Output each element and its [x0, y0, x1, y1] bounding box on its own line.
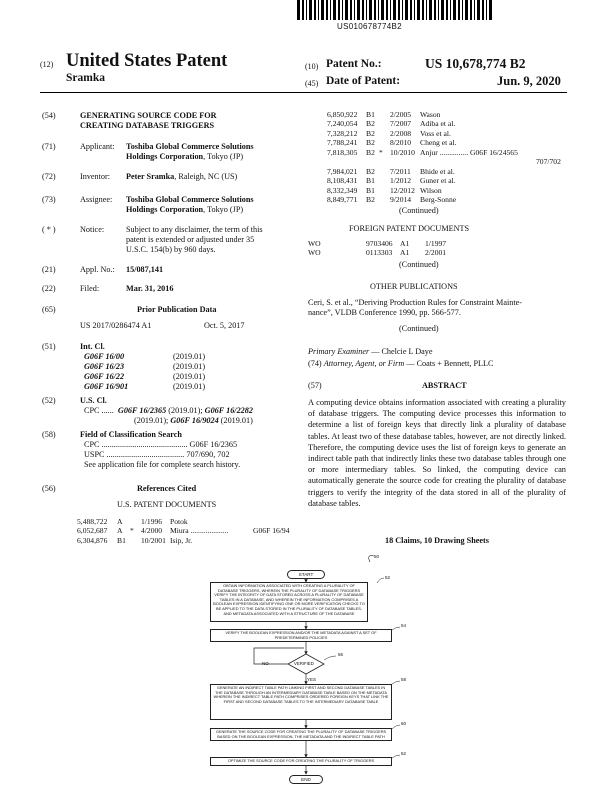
step-62-box: OPTIMIZE THE SOURCE CODE FOR CREATING THE PLURALITY OF TRIGGERS [210, 757, 392, 766]
title-code: (54) [42, 111, 56, 120]
applicant-name2: Holdings Corporation [126, 152, 204, 161]
ref-kind: B1 [366, 110, 375, 119]
inventor-surname: Sramka [66, 72, 105, 84]
barcode-bar [434, 0, 436, 20]
barcode-bar [326, 0, 328, 20]
us-cl-sep2: (2019.01); [134, 416, 171, 425]
int-cl-class: G06F 16/22 [84, 372, 125, 381]
barcode-bar [338, 0, 340, 20]
ref-star: * [130, 526, 134, 536]
refs-code: (56) [42, 484, 56, 493]
assignee-label: Assignee: [80, 195, 113, 204]
ref-date: 8/2010 [390, 138, 412, 148]
barcode-bar [297, 0, 300, 20]
notice-label: Notice: [80, 225, 105, 234]
barcode-bar [381, 0, 384, 20]
us-cl-class1: G06F 16/2365 [117, 406, 167, 415]
ref-kind: B2 [366, 167, 375, 176]
notice-line1: Subject to any disclaimer, the term of this [126, 225, 263, 234]
step-60-ref: 60 [401, 721, 407, 726]
invention-title-line1: GENERATING SOURCE CODE FOR [80, 111, 217, 120]
other-pub-line1: Ceri, S. et al., “Deriving Production Rules for Constraint Mainte- [308, 298, 522, 307]
attorney-line [308, 359, 494, 369]
foreign-kind: A1 [400, 239, 410, 248]
inventor-line [126, 172, 237, 182]
ref-name: Berg-Sonne [420, 195, 457, 205]
barcode-bar [405, 0, 408, 20]
appl-code: (21) [42, 265, 56, 274]
ref-name: Miura .................... [170, 526, 229, 536]
patent-no-code: (10) [305, 62, 319, 71]
applicant-code: (71) [42, 142, 56, 151]
refs-subheading: U.S. PATENT DOCUMENTS [117, 500, 217, 509]
ref-kind: B2 [366, 195, 375, 205]
barcode-bar [482, 0, 484, 20]
examiner-label: Primary Examiner [308, 347, 370, 356]
notice-line3: U.S.C. 154(b) by 960 days. [126, 245, 216, 254]
start-terminal: START [287, 570, 325, 579]
appl-number: 15/087,141 [126, 265, 164, 274]
refs-heading: References Cited [137, 484, 197, 493]
doc-title: United States Patent [66, 51, 228, 71]
foreign-date: 1/1997 [425, 239, 447, 248]
int-cl-class: G06F 16/901 [84, 382, 129, 391]
ref-number: 7,328,212 [327, 128, 358, 138]
barcode-bar [477, 0, 480, 20]
barcode-bar [414, 0, 415, 20]
patent-no: US 10,678,774 B2 [425, 56, 526, 71]
ref-name: Anjur ............... G06F 16/24565 [420, 147, 518, 157]
decision-ref: 56 [338, 652, 344, 657]
notice-code: ( * ) [42, 225, 56, 234]
ref-kind: B2 [366, 128, 375, 138]
ref-leader [392, 627, 400, 630]
attorney-label: Attorney, Agent, or Firm [323, 359, 405, 368]
ref-name: Bhide et al. [420, 167, 455, 176]
applicant-line2 [126, 152, 243, 162]
int-cl-class: G06F 16/00 [84, 352, 125, 361]
ref-kind: B1 [366, 176, 375, 186]
ref-name: Voss et al. [420, 128, 451, 138]
barcode-bar [309, 0, 312, 20]
barcode-bar [465, 0, 468, 20]
ref-date: 2/2008 [390, 128, 412, 138]
ref-number: 6,052,687 [77, 526, 108, 536]
field-search-uspc: USPC ...................................... 707/690, 702 [84, 450, 230, 459]
ref-date: 7/2007 [390, 119, 412, 129]
continued-1: (Continued) [399, 206, 439, 215]
ref-date: 12/2012 [390, 185, 415, 195]
int-cl-year: (2019.01) [173, 362, 206, 371]
notice-line2: patent is extended or adjusted under 35 [126, 235, 255, 244]
ref-date: 1/2012 [390, 176, 412, 186]
patent-date-code: (45) [305, 79, 319, 88]
ref-date: 10/2001 [141, 535, 166, 545]
prior-pub-date: Oct. 5, 2017 [204, 321, 245, 330]
ref-date: 1/1996 [141, 517, 163, 526]
step-60-box: GENERATE THE SOURCE CODE FOR CREATING THE PLURALITY OF DATABASE TRIGGERS BASED ON THE BOOLEAN EXPRESSION, THE METADATA AND THE INDIRECT TABLE PATH [210, 728, 392, 741]
barcode-bar [374, 0, 376, 20]
barcode-bar [390, 0, 391, 20]
patent-no-label: Patent No.: [326, 58, 382, 70]
barcode-bar [321, 0, 324, 20]
ref-date: 9/2014 [390, 195, 412, 205]
us-cl-class3: G06F 16/9024 [170, 416, 219, 425]
barcode-bar [386, 0, 388, 20]
abstract-heading: ABSTRACT [422, 381, 467, 390]
step-54-box: VERIFY THE BOOLEAN EXPRESSION AND/OR THE METADATA AGAINST A SET OF PREDETERMINED POLICIES [210, 629, 392, 642]
barcode-bar [318, 0, 319, 20]
step-58-box: GENERATE AN INDIRECT TABLE PATH LINKING FIRST AND SECOND DATABASE TABLES IN THE DATABASE THROUGH AN INTERMEDIARY DATABASE TABLE BASED ON THE METADATA WHEREIN THE INDIRECT TABLE PATH COMPRISES ORDERED FOREIGN KEYS THAT LINK THE FIRST AND SECOND DATABASE TABLES TO THE INTERMEDIARY DATABASE TABLE [210, 684, 392, 720]
prior-pub-code: (65) [42, 305, 56, 314]
ref-number: 8,108,431 [327, 176, 358, 186]
ref-number: 7,984,021 [327, 167, 358, 176]
us-cl-class2: G06F 16/2282 [204, 406, 253, 415]
inventor-code: (72) [42, 172, 56, 181]
barcode-bar [330, 0, 331, 20]
foreign-country: WO [308, 239, 321, 248]
prior-pub-number: US 2017/0286474 A1 [80, 321, 152, 330]
ref-name: Adiba et al. [420, 119, 456, 129]
ref-name: Wilson [420, 185, 442, 195]
ref-number: 8,849,771 [327, 195, 358, 205]
barcode-bar [438, 0, 439, 20]
inventor-label: Inventor: [80, 172, 111, 181]
ref-number: 6,850,922 [327, 110, 358, 119]
us-cl-heading: U.S. Cl. [80, 396, 107, 405]
int-cl-heading: Int. Cl. [80, 342, 105, 351]
ref-star: * [379, 147, 383, 157]
int-cl-class: G06F 16/23 [84, 362, 125, 371]
ref-kind: B2 [366, 138, 375, 148]
field-search-heading: Field of Classification Search [80, 430, 182, 439]
filed-date: Mar. 31, 2016 [126, 284, 174, 293]
applicant-name1: Toshiba Global Commerce Solutions [126, 142, 254, 151]
foreign-country: WO [308, 248, 321, 258]
patent-date-label: Date of Patent: [326, 75, 401, 87]
barcode-bar [345, 0, 348, 20]
step-62-ref: 62 [401, 751, 407, 756]
ref-kind: B2 [366, 147, 375, 157]
ref-kind: B1 [117, 535, 126, 545]
step-52-box: OBTAIN INFORMATION ASSOCIATED WITH CREATING A PLURALITY OF DATABASE TRIGGERS, WHEREIN THE PLURALITY OF DATABASE TRIGGERS VERIFY THE INTEGRITY OF DATA STORED ACROSS A PLURALITY OF DATABASE TABLES IN A DATABASE, AND WHEREIN THE INFORMATION COMPRISES A BOOLEAN EXPRESSION IDENTIFYING ONE OR MORE VERIFICATION CHECKS TO BE APPLIED TO THE DATA STORED IN THE PLURALITY OF DATABASE TABLES, AND METADATA ASSOCIATED WITH A STRUCTURE OF THE DATABASE [210, 582, 368, 622]
barcode-bar [489, 0, 492, 20]
barcode-bar [306, 0, 307, 20]
ref-date: 2/2005 [390, 110, 412, 119]
other-pubs-heading: OTHER PUBLICATIONS [370, 282, 458, 291]
assignee-name2: Holdings Corporation [126, 205, 204, 214]
ref-name: Guner et al. [420, 176, 456, 186]
barcode-bar [458, 0, 460, 20]
us-cl-cpc-line1 [84, 406, 253, 416]
barcode-bar [350, 0, 352, 20]
barcode-bar [450, 0, 451, 20]
prior-pub-heading: Prior Publication Data [137, 305, 217, 314]
barcode-bar [474, 0, 475, 20]
barcode-bar [417, 0, 420, 20]
assignee-line2 [126, 205, 243, 215]
filed-code: (22) [42, 284, 56, 293]
ref-number: 7,240,054 [327, 119, 358, 129]
ref-number: 5,488,722 [77, 517, 108, 526]
inventor-loc: , Raleigh, NC (US) [174, 172, 238, 181]
barcode-bar [486, 0, 487, 20]
ref-number: 6,304,876 [77, 535, 108, 545]
barcode-bar [398, 0, 400, 20]
int-cl-year: (2019.01) [173, 382, 206, 391]
ref-name: Cheng et al. [420, 138, 457, 148]
inventor-name: Peter Sramka [126, 172, 175, 181]
patent-date: Jun. 9, 2020 [497, 74, 561, 88]
other-pub-line2: nance”, VLDB Conference 1990, pp. 566-577. [308, 308, 461, 317]
barcode-bar [462, 0, 463, 20]
applicant-loc: , Tokyo (JP) [203, 152, 244, 161]
ref-number: 7,818,305 [327, 147, 358, 157]
barcode-bar [453, 0, 456, 20]
foreign-kind: A1 [400, 248, 410, 258]
filed-label: Filed: [80, 284, 100, 293]
barcode-number: US010678774B2 [337, 22, 402, 31]
barcode-bar [354, 0, 355, 20]
doc-kind-code: (12) [40, 60, 54, 69]
barcode-bar [314, 0, 316, 20]
barcode-bar [441, 0, 444, 20]
barcode-bar [369, 0, 372, 20]
us-cl-cpc-line2 [134, 416, 253, 426]
ref-date: 4/2000 [141, 526, 163, 536]
step-58-ref: 58 [401, 677, 407, 682]
ref-leader [392, 725, 400, 729]
abstract-code: (57) [308, 381, 322, 390]
barcode-bar [378, 0, 379, 20]
fig-ref-number: 50 [374, 554, 380, 559]
assignee-loc: , Tokyo (JP) [203, 205, 244, 214]
us-cl-sep1: (2019.01); [166, 406, 205, 415]
ref-kind: A [117, 526, 123, 536]
ref-number: 8,332,349 [327, 185, 358, 195]
decision-no-label: NO [262, 661, 269, 666]
barcode-bar [429, 0, 432, 20]
examiner-line [308, 347, 433, 357]
barcode-bar [422, 0, 424, 20]
foreign-number: 0113303 [366, 248, 393, 258]
step-52-ref: 52 [385, 575, 391, 580]
barcode-bar [366, 0, 367, 20]
barcode-bar [470, 0, 472, 20]
ref-continuation: 707/702 [536, 157, 561, 166]
applicant-label: Applicant: [80, 142, 115, 151]
ref-kind: B1 [366, 185, 375, 195]
foreign-date: 2/2001 [425, 248, 447, 258]
field-search-cpc: CPC .......................................... G06F 16/2365 [84, 440, 238, 449]
continued-3: (Continued) [399, 324, 439, 333]
barcode [295, 0, 495, 20]
header-rule [40, 92, 567, 93]
ref-number: 7,788,241 [327, 138, 358, 148]
barcode-bar [410, 0, 412, 20]
attorney-name: — Coats + Bennett, PLLC [404, 359, 494, 368]
barcode-bar [362, 0, 364, 20]
barcode-bar [342, 0, 343, 20]
continued-2: (Continued) [399, 260, 439, 269]
examiner-name: — Chelcie L Daye [369, 347, 433, 356]
decision-yes-label: YES [307, 677, 317, 682]
claims-summary: 18 Claims, 10 Drawing Sheets [385, 536, 489, 545]
us-cl-code: (52) [42, 396, 56, 405]
ref-name: Potok [170, 517, 188, 526]
int-cl-year: (2019.01) [173, 352, 206, 361]
ref-date: 7/2011 [390, 167, 411, 176]
appl-label: Appl. No.: [80, 265, 115, 274]
abstract-text: A computing device obtains information associated with creating a plurality of database triggers. The computing device processes this information to determine a list of foreign keys that directly link a plurality of database tables. At least two of these database tables, however, are not directly linked. Therefore, the computing device uses the list of foreign keys to generate an indirect table path that indirectly links these two database tables through one or more intermediary tables. So linked, the computing device can automatically generate the source code for creating the plurality of database triggers to verify the integrity of the data stored in all of the plurality of database tables. [308, 398, 566, 508]
barcode-graphic [295, 0, 495, 20]
ref-date: 10/2010 [390, 147, 415, 157]
ref-name: Isip, Jr. [170, 535, 193, 545]
ref-class: G06F 16/94 [253, 526, 290, 536]
ref-kind: B2 [366, 119, 375, 129]
field-search-code: (58) [42, 430, 56, 439]
int-cl-year: (2019.01) [173, 372, 206, 381]
ref-leader [377, 578, 384, 583]
step-54-ref: 54 [401, 623, 407, 628]
barcode-bar [426, 0, 427, 20]
ref-leader [392, 681, 400, 684]
barcode-bar [393, 0, 396, 20]
barcode-bar [446, 0, 448, 20]
invention-title-line2: CREATING DATABASE TRIGGERS [80, 121, 215, 130]
assignee-name1: Toshiba Global Commerce Solutions [126, 195, 254, 204]
assignee-code: (73) [42, 195, 56, 204]
barcode-bar [333, 0, 336, 20]
us-cl-sep3: (2019.01) [218, 416, 253, 425]
end-terminal: END [289, 775, 323, 784]
barcode-bar [302, 0, 304, 20]
ref-leader [392, 755, 400, 758]
decision-label: VERIFIED [294, 661, 314, 666]
field-search-see: See application file for complete search history. [84, 460, 241, 469]
ref-name: Wason [420, 110, 441, 119]
us-cl-cpc-label: CPC ...... [84, 406, 114, 415]
barcode-bar [357, 0, 360, 20]
foreign-number: 9703406 [366, 239, 393, 248]
ref-leader [324, 656, 336, 660]
barcode-bar [402, 0, 403, 20]
ref-kind: A [117, 517, 123, 526]
foreign-heading: FOREIGN PATENT DOCUMENTS [349, 224, 470, 233]
attorney-code: (74) [308, 359, 322, 368]
int-cl-code: (51) [42, 342, 56, 351]
